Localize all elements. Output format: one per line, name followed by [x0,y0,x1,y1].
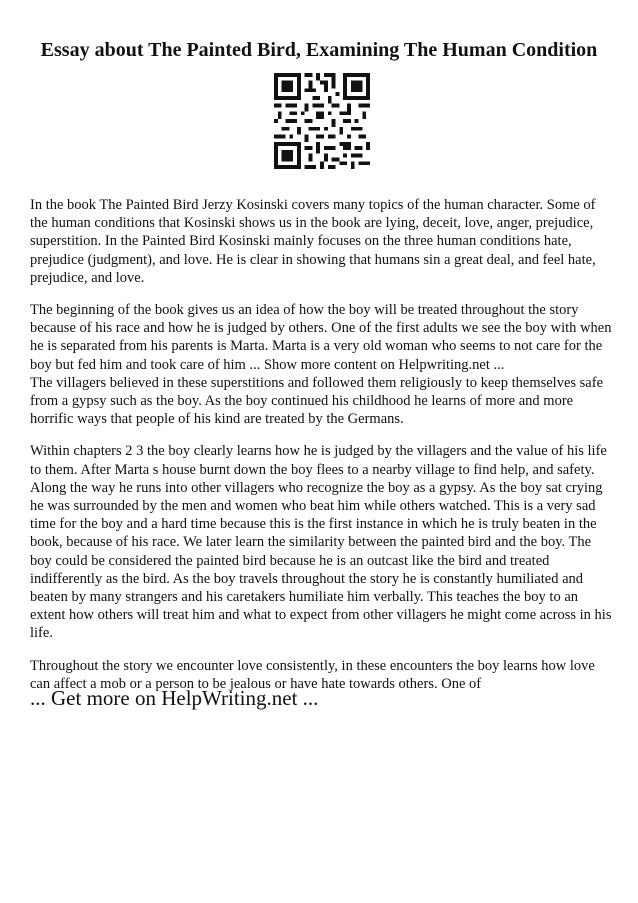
paragraph-3: The villagers believed in these superstitions and followed them religiously to keep themselves safe from a gypsy such as the boy. As the boy continued his childhood he learns of more and more horrific ways that people of his kind are treated by the Germans. [30,374,604,428]
paragraph-4: Within chapters 2 3 the boy clearly learns how he is judged by the villagers and the value of his life to them. After Marta s house burnt down the boy flees to a nearby village to find help, and safety. Along the way he runs into other villagers who recognize the boy as a gypsy. As the boy sat crying he was surrounded by the men and women who beat him while others watched. This is a very sad time for the boy and a hard time because this is the first instance in which he is truly beaten in the book, because of his race. We later learn the similarity between the painted bird and the boy. The boy could be considered the painted bird because he is an outcast like the bird and treated indifferently as the bird. As the boy travels throughout the story he is constantly humiliated and beaten by many strangers and his caretakers humiliate him verbally. This teaches the boy to an extent how others will treat him and what to expect from other villagers he might come across in his life. [30,443,612,642]
paragraph-1: In the book The Painted Bird Jerzy Kosinski covers many topics of the human character. Some of the human conditions that Kosinski shows us in the book are lying, deceit, love, anger, prejudice, superstition. In the Painted Bird Kosinski mainly focuses on the three human conditions hate, prejudice (judgment), and love. He is clear in showing that humans sin a great deal, and feel hate, prejudice, and love. [30,197,596,286]
essay-body [30,196,615,707]
get-more-link[interactable]: ... Get more on HelpWriting.net ... [30,686,319,710]
paragraph-2: The beginning of the book gives us an idea of how the boy will be treated throughout the story because of his race and how he is judged by others. One of the first adults we see the boy with when he is separated from his parents is Marta. Marta is a very old woman who seems to not care for the boy but fed him and took care of him ... Show more content on Helpwriting.net ... [30,302,612,373]
page-title: Essay about The Painted Bird, Examining The Human Condition [40,39,598,61]
qr-code-icon [274,73,370,169]
paragraph-5: Throughout the story we encounter love consistently, in these encounters the boy learns how love can affect a mob or a person to be jealous or have hate towards others. One of [30,657,595,692]
